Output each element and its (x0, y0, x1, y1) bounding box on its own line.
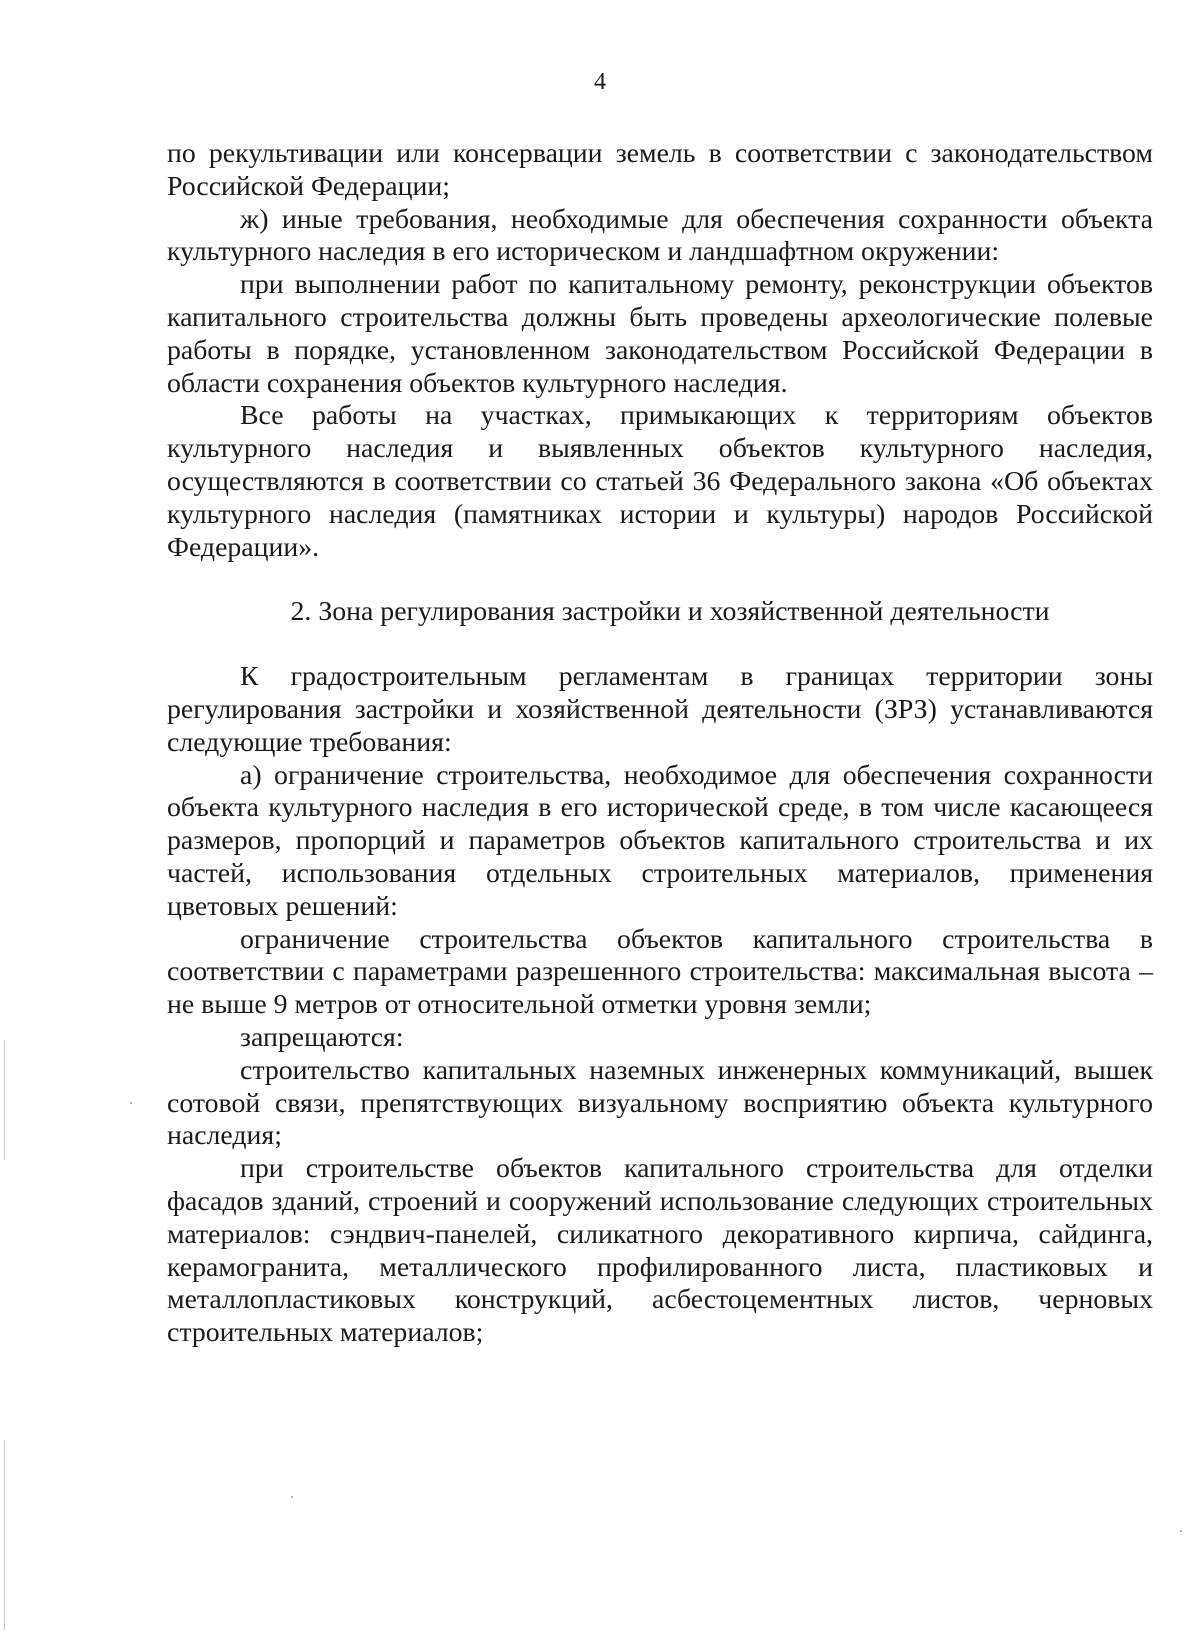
paragraph-item-a: а) ограничение строительства, необходимое для обеспечения сохранности объекта культурного наследия в его исторической среде, в том числе касающееся размеров, пропорций и параметров объектов капитального строительства и их частей, использования отдельных строительных материалов, применения цветовых решений: (167, 759, 1153, 922)
paragraph-communications: строительство капитальных наземных инженерных коммуникаций, вышек сотовой связи, препятствующих визуальному восприятию объекта культурного наследия; (167, 1054, 1153, 1152)
paragraph-adjacent-works: Все работы на участках, примыкающих к территориям объектов культурного наследия и выявленных объектов культурного наследия, осуществляются в соответствии со статьей 36 Федерального закона «Об объектах культурного наследия (памятниках истории и культуры) народов Российской Федерации». (167, 400, 1153, 563)
section-heading: 2. Зона регулирования застройки и хозяйственной деятельности (290, 596, 1050, 628)
paragraph-item-zh: ж) иные требования, необходимые для обеспечения сохранности объекта культурного наследия в его историческом и ландшафтном окружении: (167, 203, 1153, 268)
paragraph-prohibited: запрещаются: (240, 1021, 404, 1053)
scan-edge-mark (4, 1040, 5, 1160)
paragraph-zrz-intro: К градостроительным регламентам в границах территории зоны регулирования застройки и хозяйственной деятельности (ЗРЗ) устанавливаются следующие требования: (167, 661, 1153, 758)
scan-speck (1180, 1530, 1182, 1532)
paragraph-height-limit: ограничение строительства объектов капитального строительства в соответствии с параметрами разрешенного строительства: максимальная высота – не выше 9 метров от относительной отметки уровня земли; (167, 923, 1153, 1021)
page-number: 4 (594, 69, 606, 95)
document-body (167, 138, 1153, 1350)
paragraph-materials: при строительстве объектов капитального строительства для отделки фасадов зданий, строений и сооружений использование следующих строительных материалов: сэндвич-панелей, силикатного декоративного кирпича, сайдинга, керамогранита, металлического профилированного листа, пластиковых и металлопластиковых конструкций, асбестоцементных листов, черновых строительных материалов; (167, 1153, 1153, 1349)
scan-speck (291, 1496, 293, 1498)
scan-edge-mark (4, 1440, 5, 1630)
paragraph-continuation: по рекультивации или консервации земель в соответствии с законодательством Российской Федерации; (167, 138, 1153, 202)
scan-speck (130, 1102, 132, 1104)
paragraph-archaeological-works: при выполнении работ по капитальному ремонту, реконструкции объектов капитального строительства должны быть проведены археологические полевые работы в порядке, установленном законодательством Российской Федерации в области сохранения объектов культурного наследия. (167, 269, 1153, 399)
